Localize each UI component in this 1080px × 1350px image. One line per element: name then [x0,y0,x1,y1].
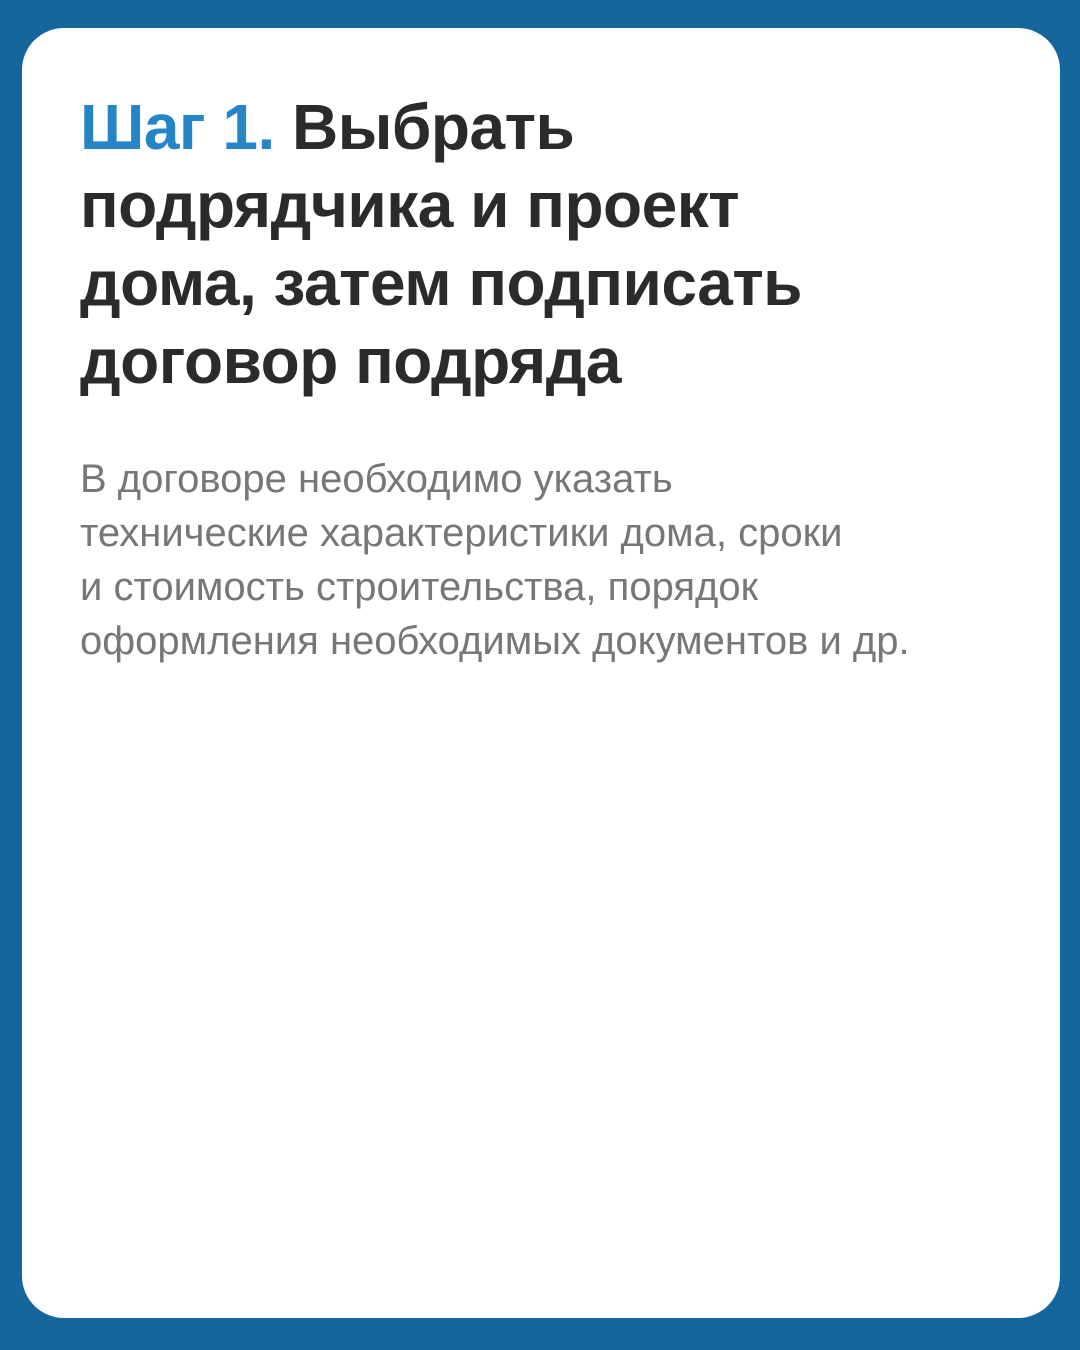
title-line: дома, затем подписать [80,247,802,319]
title-line: подрядчика и проект [80,169,740,241]
description-paragraph [80,452,1010,668]
description-line: технические характеристики дома, сроки [80,511,843,555]
description-line: оформления необходимых документов и др. [80,619,910,663]
description-line: и стоимость строительства, порядок [80,565,759,609]
title-line [80,88,1010,166]
title-line: договор подряда [80,325,621,397]
description-line: В договоре необходимо указать [80,457,673,501]
info-card [22,28,1060,1318]
title-line-1-text: Выбрать [274,91,575,163]
step-title [80,88,1010,400]
step-number-label: Шаг 1. [80,91,275,163]
